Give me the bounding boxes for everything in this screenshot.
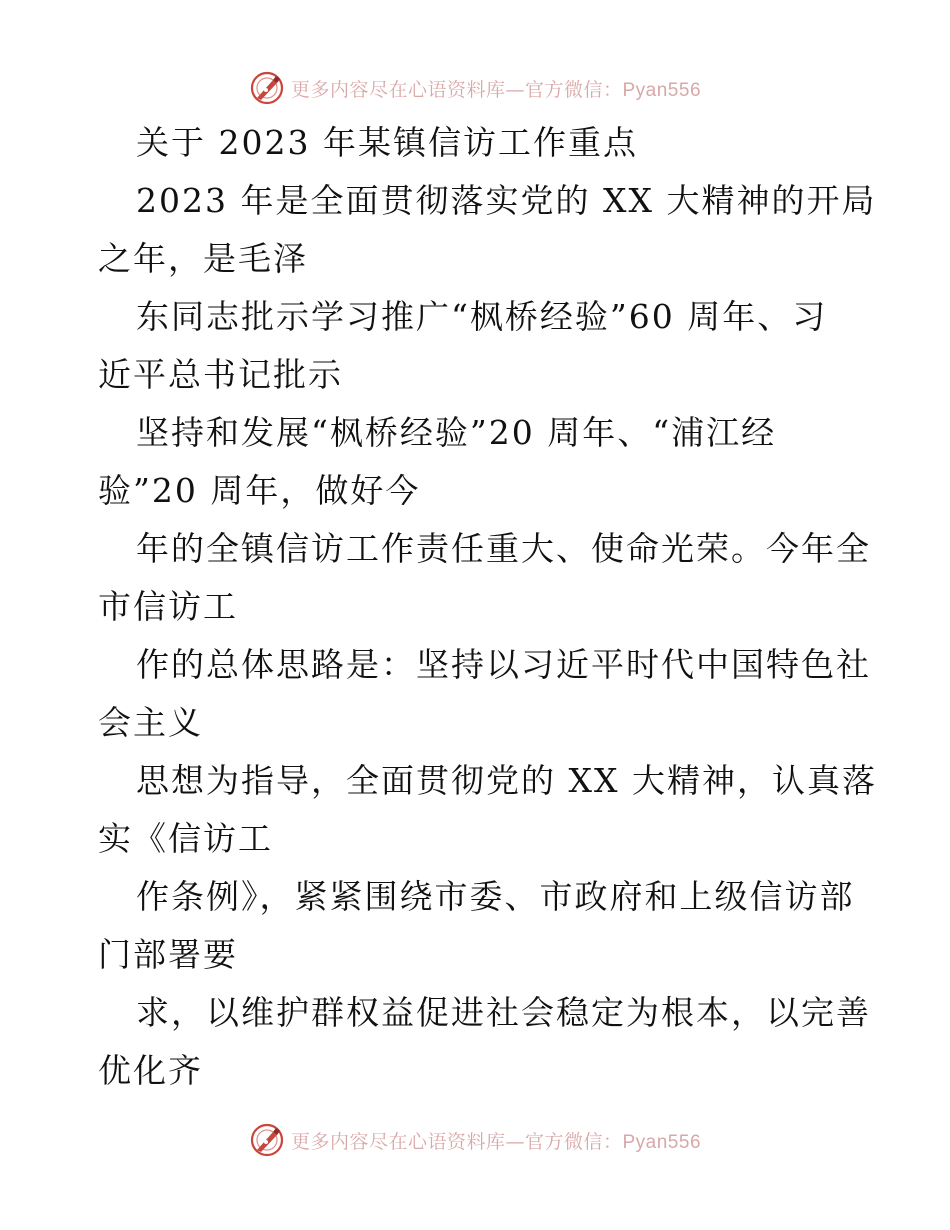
doc-title: 关于 2023 年某镇信访工作重点 bbox=[136, 123, 638, 162]
paragraph-line: 门部署要 bbox=[98, 935, 238, 974]
pen-logo-icon bbox=[249, 70, 285, 106]
paragraph-line: 验”20 周年，做好今 bbox=[98, 471, 421, 510]
footer-banner-label: 更多内容尽在心语资料库—官方微信： bbox=[290, 1130, 623, 1153]
header-wechat-id: Pyan556 bbox=[622, 79, 702, 101]
footer-wechat-id: Pyan556 bbox=[622, 1131, 702, 1153]
paragraph-line: 东同志批示学习推广“枫桥经验”60 周年、习 bbox=[136, 297, 828, 336]
pen-logo-icon bbox=[249, 1122, 285, 1158]
paragraph-line: 年的全镇信访工作责任重大、使命光荣。今年全 bbox=[136, 529, 871, 568]
header-banner bbox=[0, 66, 950, 110]
header-banner-label: 更多内容尽在心语资料库—官方微信： bbox=[290, 78, 623, 101]
paragraph-line: 市信访工 bbox=[98, 587, 238, 626]
paragraph-line: 坚持和发展“枫桥经验”20 周年、“浦江经 bbox=[136, 413, 777, 452]
paragraph-line: 作的总体思路是：坚持以习近平时代中国特色社 bbox=[136, 645, 871, 684]
paragraph-line: 优化齐 bbox=[98, 1051, 203, 1090]
header-banner-text bbox=[291, 75, 701, 102]
paragraph-line: 近平总书记批示 bbox=[98, 355, 343, 394]
paragraph-line: 实《信访工 bbox=[98, 819, 273, 858]
paragraph-line: 作条例》，紧紧围绕市委、市政府和上级信访部 bbox=[136, 877, 855, 916]
paragraph-line: 之年，是毛泽 bbox=[98, 239, 308, 278]
footer-banner bbox=[0, 1118, 950, 1162]
paragraph-line: 求，以维护群权益促进社会稳定为根本，以完善 bbox=[136, 993, 871, 1032]
footer-banner-text bbox=[291, 1127, 701, 1154]
paragraph-line: 2023 年是全面贯彻落实党的 XX 大精神的开局 bbox=[136, 181, 877, 220]
paragraph-line: 会主义 bbox=[98, 703, 203, 742]
document-body bbox=[98, 123, 877, 1110]
paragraph-line: 思想为指导，全面贯彻党的 XX 大精神，认真落 bbox=[136, 761, 877, 800]
